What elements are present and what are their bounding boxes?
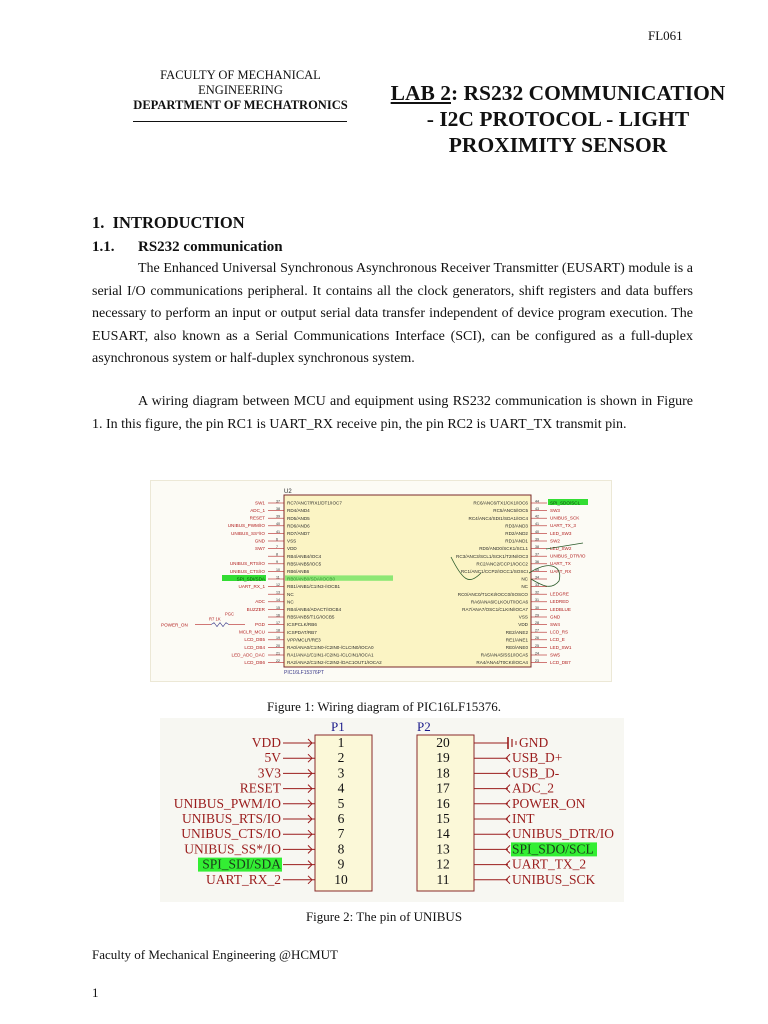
right-pin-function: RC6/ANC6/TX1/CK1/IOC6 [473, 500, 528, 506]
right-pin-number: 29 [535, 613, 539, 618]
page-number: 1 [92, 985, 99, 1000]
left-pin-function: RB4/ANB4/ADACT/IOCB4 [287, 607, 342, 612]
right-pin-function: RA7/ANA7/OSC1/CLKIN/IOCA7 [462, 607, 528, 612]
p1-pin-number: 1 [337, 735, 345, 750]
p2-label: P2 [417, 719, 431, 734]
left-pin-function: RB4/ANB4/IOC4 [287, 553, 322, 559]
p2-net-label: USB_D- [512, 765, 560, 781]
right-pin-function: RD0/AND0/SCK1/SCL1 [479, 546, 528, 552]
mcu-part: PIC16LF15376PT [284, 670, 325, 676]
subsection-heading [92, 239, 283, 256]
left-pin-number: 13 [276, 590, 280, 595]
subsection-title: RS232 communication [138, 239, 283, 255]
left-pin-function: NC [287, 591, 294, 597]
p1-net-label: UNIBUS_RTS/IO [182, 811, 281, 826]
right-pin-number: 35 [535, 567, 539, 572]
right-net-label: LED_SW2 [550, 546, 572, 551]
right-pin-number: 43 [535, 507, 539, 511]
right-pin-function: RE2/ANE2 [505, 629, 528, 635]
p1-net-label: 5V [264, 750, 281, 766]
right-pin-number: 25 [535, 643, 539, 648]
resistor-symbol [211, 623, 229, 627]
paragraph-wiring [92, 391, 693, 436]
right-net-label: SW3 [550, 508, 560, 513]
left-net-label: RESET [249, 515, 265, 521]
p2-pin-number: 16 [436, 795, 450, 811]
right-pin-function: VDD [518, 622, 528, 628]
left-pin-function: VDD [287, 546, 297, 552]
p1-pin-number: 8 [337, 841, 345, 857]
faculty-line-1: FACULTY OF MECHANICAL [160, 68, 321, 82]
lab-title-line-2: - I2C PROTOCOL - LIGHT [426, 107, 690, 131]
left-pin-number: 14 [276, 598, 280, 603]
right-pin-function: NC [521, 576, 528, 582]
left-net-label: SW7 [255, 546, 265, 551]
p1-pin-number: 5 [337, 795, 345, 811]
left-pin-function: VPP/MCLR/RE3 [287, 637, 321, 643]
right-pin-number: 41 [535, 522, 539, 527]
p2-pin-number: 18 [436, 765, 450, 781]
faculty-line-2: ENGINEERING [198, 83, 283, 97]
right-net-label: LEDRED [550, 599, 569, 605]
p2-pin-number: 15 [436, 811, 450, 826]
p1-net-label: UNIBUS_PWM/IO [173, 795, 281, 811]
left-pin-number: 10 [276, 567, 280, 572]
section-heading [92, 213, 245, 233]
right-pin-number: 30 [535, 605, 539, 610]
paragraph-eusart-text: The Enhanced Universal Synchronous Asynchronous Receiver Transmitter (EUSART) module is a serial I/O communications peripheral. It contains all the clock generators, shift registers and data buffers necessary to perform an input or output serial data transfer independent of device program execution. The EUSART, also known as a Serial Communications Interface (SCI), can be configured as a full-duplex asynchronous system or half-duplex synchronous system. [92, 261, 693, 366]
p1-net-label: UNIBUS_SS*/IO [184, 841, 281, 857]
left-pin-number: 41 [276, 529, 280, 534]
left-pin-function: RB1/ANB1/C1IN3-/IOCB1 [287, 584, 341, 590]
right-pin-function: RC1/ANC1/CCP2/IOCC1/SOSCI [460, 569, 528, 574]
p1-net-label: UNIBUS_CTS/IO [181, 826, 281, 842]
right-pin-function: RE1/ANE1 [505, 637, 528, 643]
right-pin-number: 40 [535, 529, 539, 534]
left-pin-function: RD6/AND6 [287, 523, 310, 529]
right-pin-number: 37 [535, 552, 539, 557]
p2-pin-number: 11 [436, 871, 450, 887]
left-pin-number: 20 [276, 643, 280, 648]
right-net-label: UART_TX_3 [550, 523, 576, 529]
subsection-number: 1.1. [92, 239, 115, 255]
p2-net-label: USB_D+ [512, 750, 563, 766]
p1-pin-number: 4 [337, 780, 345, 796]
paragraph-wiring-text: A wiring diagram between MCU and equipment using RS232 communication is shown in Figure 1. In this figure, the pin RC1 is UART_RX receive pin, the pin RC2 is UART_TX transmit pin. [92, 394, 693, 432]
right-pin-function: RC3/ANC3/SCL1/SCK1/T2IN/IOC3 [456, 553, 528, 559]
left-pin-number: 22 [276, 659, 280, 663]
p2-net-label: GND [519, 735, 549, 750]
left-pin-function: ICSPCLK/RB6 [287, 622, 317, 628]
left-pin-number: 16 [276, 613, 280, 618]
right-pin-function: NC [521, 584, 528, 590]
right-pin-number: 44 [535, 499, 539, 504]
right-pin-function: RA4/ANA4/T0CKI/IOCA4 [476, 660, 528, 666]
right-pin-number: 28 [535, 621, 539, 625]
left-net-label: LCD_DB6 [244, 660, 265, 665]
left-pin-function: RD4/AND4 [287, 508, 310, 514]
pin-highlight [285, 575, 393, 580]
left-pin-number: 15 [276, 605, 280, 610]
left-net-label: ADC [255, 599, 265, 605]
right-pin-function: RC4/ANC4/SDI1/SDA1/IOC4 [468, 515, 528, 521]
left-net-label: UART_RX_1 [238, 584, 265, 589]
right-pin-function: RA6/ANA6/CLKOUT/IOCA6 [470, 599, 528, 605]
right-pin-number: 33 [535, 583, 539, 587]
right-pin-function: RD1/AND1 [505, 538, 528, 544]
faculty-divider [133, 121, 347, 122]
left-pin-number: 12 [276, 583, 280, 587]
p2-net-label: SPI_SDO/SCL [512, 841, 594, 857]
right-net-label: LED_SW1 [550, 644, 572, 650]
p2-pin-number: 13 [436, 841, 450, 857]
p2-net-label: POWER_ON [512, 795, 586, 811]
figure-1-wiring-diagram [150, 480, 612, 682]
right-pin-function: RD2/AND2 [505, 531, 528, 536]
left-pin-function: VSS [287, 538, 297, 544]
left-pin-number: 7 [276, 545, 278, 549]
left-net-label: LCD_DB4 [244, 644, 265, 650]
right-pin-number: 26 [535, 636, 539, 641]
left-net-label: UNIBUS_SS*/IO [231, 530, 265, 536]
right-net-label: UNIBUS_DTR/IO [550, 553, 586, 559]
left-pin-function: RB5/ANB5/T1G/IOCB5 [287, 614, 335, 620]
p2-net-label: INT [512, 811, 535, 826]
right-net-label: GND [550, 614, 561, 620]
right-pin-function: RE0/ANE0 [505, 645, 528, 650]
right-net-label: LCD_RS [550, 629, 569, 635]
p2-net-label: UNIBUS_DTR/IO [512, 826, 615, 842]
left-pin-number: 38 [276, 507, 280, 511]
left-pin-number: 18 [276, 628, 280, 633]
lab-title-rest: : RS232 COMMUNICATION [451, 81, 726, 105]
p1-pin-number: 3 [337, 765, 345, 781]
right-net-label: SPI_SDO/SCL [550, 500, 581, 506]
lab-number: LAB 2 [390, 81, 451, 105]
p2-net-label: UNIBUS_SCK [512, 871, 596, 887]
right-net-label: LED_SW3 [550, 530, 572, 536]
figure-2-caption: Figure 2: The pin of UNIBUS [305, 909, 463, 924]
left-pin-number: 6 [276, 537, 278, 542]
footer-text: Faculty of Mechanical Engineering @HCMUT [92, 947, 338, 962]
right-pin-number: 39 [535, 537, 539, 542]
right-pin-number: 42 [535, 514, 539, 519]
left-net-label: SPI_SDI/SDA [236, 576, 265, 582]
lab-title [368, 80, 748, 158]
left-pin-number: 8 [276, 552, 278, 557]
left-pin-number: 19 [276, 636, 280, 641]
p2-net-label: ADC_2 [512, 780, 555, 796]
figure-2-unibus-pins [160, 718, 624, 902]
left-net-label: BUZZER [246, 606, 265, 612]
right-net-label: LEDGRE [550, 591, 569, 597]
right-pin-function: RC2/ANC2/CCP1/IOCC2 [476, 561, 528, 567]
right-pin-number: 38 [535, 545, 539, 549]
p1-pin-number: 9 [337, 856, 345, 872]
power-on-label: POWER_ON [161, 622, 188, 628]
p1-label: P1 [331, 719, 345, 734]
p1-pin-number: 2 [337, 750, 345, 766]
left-pin-number: 21 [276, 651, 280, 656]
left-pin-function: RD7/AND7 [287, 531, 310, 536]
left-pin-function: RA2/ANA2/C1IN2-/C2IN2-/DAC1OUT1/IOCA2 [287, 660, 382, 666]
figure-1-caption: Figure 1: Wiring diagram of PIC16LF15376. [267, 699, 501, 714]
p2-pin-number: 17 [436, 780, 450, 796]
left-net-label: UNIBUS_CTS/IO [229, 568, 265, 574]
p1-net-label: UART_RX_2 [206, 871, 281, 887]
unibus-pinout-svg [160, 718, 624, 902]
p1-pin-number: 10 [334, 871, 348, 887]
section-title: INTRODUCTION [112, 213, 245, 232]
p2-pin-number: 19 [436, 750, 450, 766]
p1-pin-number: 7 [337, 826, 345, 842]
right-pin-function: RC0/ANC0/T1CKI/IOCC0/SOSCO [457, 591, 528, 597]
right-net-label: UART_RX [550, 568, 572, 574]
mcu-ref: U2 [284, 489, 292, 495]
left-net-label: UNIBUS_RTS/IO [229, 561, 265, 567]
section-number: 1. [92, 213, 105, 232]
left-pin-number: 37 [276, 499, 280, 504]
p1-net-label: VDD [251, 735, 281, 750]
right-net-label: UNIBUS_SCK [550, 515, 580, 521]
left-pin-function: RA0/ANA0/C1IN0-/C2IN0-/CLCIN0/IOCA0 [287, 645, 374, 650]
right-pin-function: RA5/ANA5/SS1/IOCA5 [480, 652, 528, 658]
left-pin-function: NC [287, 599, 294, 605]
right-pin-number: 36 [535, 560, 539, 565]
right-net-label: UART_TX [550, 561, 571, 567]
p2-net-label: UART_TX_2 [512, 856, 587, 872]
schematic-svg [151, 481, 611, 681]
left-pin-number: 39 [276, 514, 280, 519]
left-pin-function: RB6/ANB6 [287, 569, 310, 574]
p1-net-label: 3V3 [257, 765, 281, 781]
p2-pin-number: 14 [436, 826, 450, 842]
right-pin-number: 23 [535, 659, 539, 663]
department-name: DEPARTMENT OF MECHATRONICS [133, 98, 348, 112]
lab-title-line-3: PROXIMITY SENSOR [448, 133, 668, 157]
left-pin-function: ICSPDAT/RB7 [287, 629, 317, 635]
right-net-label: LEDBLUE [550, 606, 571, 612]
left-net-label: LED_ADC_DAC [231, 652, 265, 658]
right-pin-function: RC5/ANC5/IOC5 [493, 508, 528, 514]
left-pin-number: 9 [276, 560, 278, 565]
p2-pin-number: 20 [436, 735, 450, 750]
right-pin-number: 34 [535, 575, 539, 580]
left-pin-number: 11 [276, 575, 280, 580]
left-net-label: SW1 [255, 500, 265, 506]
left-net-label: ADC_1 [250, 508, 265, 513]
left-net-label: LCD_DB5 [244, 637, 265, 643]
resistor-label: R7 1K [209, 616, 221, 622]
right-pin-number: 24 [535, 651, 539, 656]
p1-net-label: SPI_SDI/SDA [202, 856, 281, 872]
pgc-label: PGC [225, 611, 235, 617]
left-pin-number: 17 [276, 621, 280, 625]
right-net-label: SW2 [550, 538, 560, 544]
faculty-block [118, 68, 363, 113]
left-pin-number: 40 [276, 522, 280, 527]
left-net-label: UNIBUS_PWM/IO [227, 523, 265, 529]
right-pin-number: 31 [535, 598, 539, 603]
right-pin-number: 32 [535, 590, 539, 595]
p1-net-label: RESET [239, 780, 281, 796]
left-pin-function: RC7/ANC7/RX1/DT1/IOC7 [287, 500, 342, 506]
left-net-label: MCLR_MCU [238, 629, 265, 635]
left-net-label: GND [254, 538, 265, 544]
right-net-label: SW5 [550, 652, 560, 658]
right-net-label: SW4 [550, 622, 560, 627]
right-pin-number: 27 [535, 628, 539, 633]
right-net-label: LCD_E [550, 637, 565, 643]
right-pin-function: VSS [518, 614, 528, 620]
left-pin-function: RB5/ANB5/IOC5 [287, 561, 322, 567]
left-pin-function: RD5/AND5 [287, 515, 310, 521]
left-net-label: PGD [255, 622, 265, 627]
document-code: FL061 [648, 28, 683, 43]
left-pin-function: RA1/ANA1/C1IN1-/C2IN1-/CLCIN1/IOCA1 [287, 652, 374, 658]
p1-pin-number: 6 [337, 811, 345, 826]
right-pin-function: RD3/AND3 [505, 523, 528, 529]
right-net-label: LCD_DB7 [550, 660, 571, 665]
paragraph-eusart [92, 258, 693, 371]
p2-pin-number: 12 [436, 856, 450, 872]
